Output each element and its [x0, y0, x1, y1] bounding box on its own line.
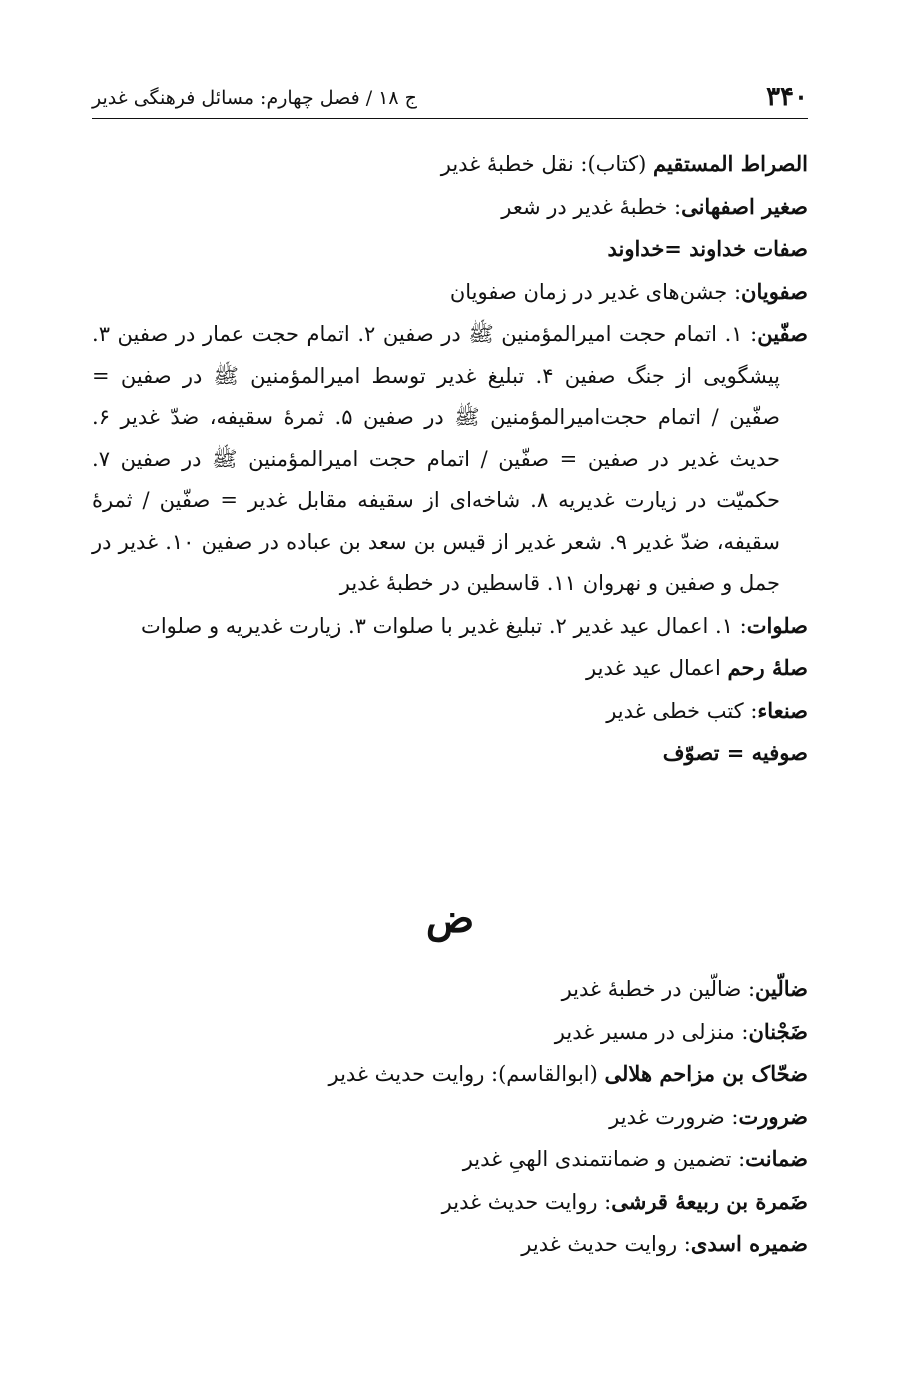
- entry-term: صفویان: [741, 278, 808, 304]
- index-entry: [92, 732, 808, 775]
- entry-term: ضمیره اسدی: [690, 1231, 808, 1256]
- index-entry: [92, 1053, 808, 1096]
- index-entry: [92, 1181, 808, 1224]
- entry-text: (کتاب): نقل خطبۀ غدیر: [440, 152, 654, 176]
- entry-term: ضَمرة بن ربیعۀ قرشی: [611, 1188, 808, 1214]
- index-entry: [92, 605, 808, 648]
- index-entry: [92, 968, 808, 1011]
- entry-text: : خطبۀ غدیر در شعر: [501, 194, 682, 219]
- entry-term: صفات خداوند =خداوند: [607, 236, 808, 261]
- index-entry: [92, 313, 808, 605]
- header-divider: [92, 118, 808, 119]
- entry-text: : ۱. اعمال عید غدیر ۲. تبلیغ غدیر با صلوات ۳. زیارت غدیریه و صلوات: [141, 613, 747, 638]
- entry-text: : منزلی در مسیر غدیر: [554, 1019, 749, 1044]
- entry-term: ضرورت: [738, 1103, 808, 1129]
- entries-list-zad: [92, 968, 808, 1266]
- index-entry: [92, 228, 808, 271]
- entry-text: : روایت حدیث غدیر: [441, 1189, 612, 1214]
- running-title: ج ۱۸ / فصل چهارم: مسائل فرهنگی غدیر: [92, 87, 417, 109]
- index-entry: [92, 186, 808, 229]
- index-entry: [92, 690, 808, 733]
- index-entry: [92, 1096, 808, 1139]
- entry-term: الصراط المستقیم: [653, 151, 808, 176]
- section-letter-heading: ض: [425, 895, 475, 942]
- index-entry: [92, 1138, 808, 1181]
- entry-text: : روایت حدیث غدیر: [521, 1232, 691, 1256]
- index-entry: [92, 143, 808, 186]
- entry-term: ضحّاک بن مزاحم هلالی: [604, 1061, 808, 1086]
- entry-term: ضَجْنان: [748, 1018, 808, 1044]
- entry-term: صوفیه = تصوّف: [662, 740, 808, 765]
- index-entry: [92, 647, 808, 690]
- entry-term: صلوات: [746, 612, 808, 638]
- entry-term: صلۀ رحم: [727, 655, 808, 680]
- index-entry: [92, 1011, 808, 1054]
- page-header: [92, 72, 808, 118]
- entries-list-sad: [92, 143, 808, 775]
- entry-text: : جشن‌های غدیر در زمان صفویان: [449, 279, 742, 304]
- entry-term: صفّین: [757, 321, 808, 346]
- index-entry: [92, 271, 808, 314]
- entry-term: صنعاء: [757, 697, 808, 723]
- entry-text: : ۱. اتمام حجت امیرالمؤمنین ﷺ در صفین ۲. اتمام حجت عمار در صفین ۳. پیشگویی از جنگ صفین ۴. تبلیغ غدیر توسط امیرالمؤمنین ﷺ در صفین = صفّین / اتمام حجت‌امیرالمؤمنین ﷺ در صفین ۵. ثمرۀ سقیفه، ضدّ غدیر ۶. حدیث غدیر در صفین = صفّین / اتمام حجت امیرالمؤمنین ﷺ در صفین ۷. حکمیّت در زیارت غدیریه ۸. شاخه‌ای از سقیفه مقابل غدیر = صفّین / ثمرۀ سقیفه، ضدّ غدیر ۹. شعر غدیر از قیس بن سعد بن عباده در صفین ۱۰. غدیر در جمل و صفین و نهروان ۱۱. قاسطین در خطبۀ غدیر: [92, 322, 781, 595]
- entry-text: : ضالّین در خطبۀ غدیر: [561, 977, 756, 1001]
- entry-text: : کتب خطی غدیر: [606, 698, 758, 723]
- entry-text: : ضرورت غدیر: [609, 1104, 739, 1129]
- entry-term: ضالّین: [755, 976, 808, 1001]
- entry-text: (ابوالقاسم): روایت حدیث غدیر: [328, 1062, 605, 1086]
- entry-text: : تضمین و ضمانتمندی الهیِ غدیر: [462, 1147, 746, 1171]
- entry-term: صغیر اصفهانی: [681, 193, 808, 219]
- entry-text: اعمال عید غدیر: [586, 656, 728, 680]
- index-entry: [92, 1223, 808, 1266]
- page-number: ۳۴۰: [766, 82, 808, 112]
- entry-term: ضمانت: [745, 1146, 808, 1171]
